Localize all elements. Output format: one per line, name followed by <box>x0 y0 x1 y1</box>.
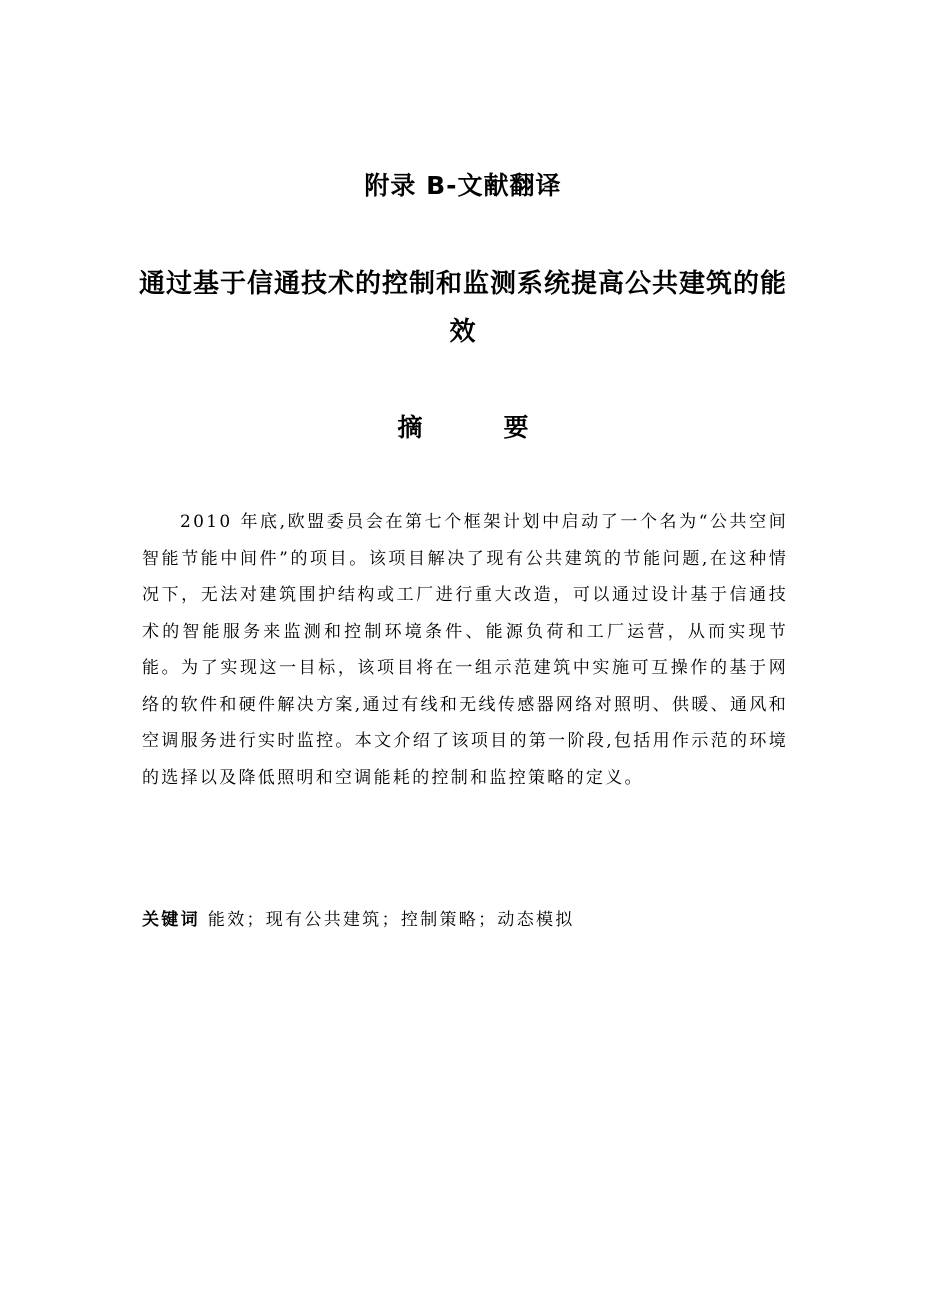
abstract-heading: 摘 要 <box>397 413 557 442</box>
abstract-body: 2010 年底,欧盟委员会在第七个框架计划中启动了一个名为“公共空间智能节能中间件”的项目。该项目解决了现有公共建筑的节能问题,在这种情况下，无法对建筑围护结构或工厂进行重大改造，可以通过设计基于信通技术的智能服务来监测和控制环境条件、能源负荷和工厂运营，从而实现节能。为了实现这一目标，该项目将在一组示范建筑中实施可互操作的基于网络的软件和硬件解决方案,通过有线和无线传感器网络对照明、供暖、通风和空调服务进行实时监控。本文介绍了该项目的第一阶段,包括用作示范的环境的选择以及降低照明和空调能耗的控制和监控策略的定义。 <box>142 512 788 788</box>
paper-title: 通过基于信通技术的控制和监测系统提高公共建筑的能效 <box>138 269 787 347</box>
appendix-title: 附录 B-文献翻译 <box>364 171 562 200</box>
keywords-text: 能效；现有公共建筑；控制策略；动态模拟 <box>207 910 575 930</box>
keywords-line <box>142 902 802 938</box>
keywords-label: 关键词 <box>142 910 200 930</box>
